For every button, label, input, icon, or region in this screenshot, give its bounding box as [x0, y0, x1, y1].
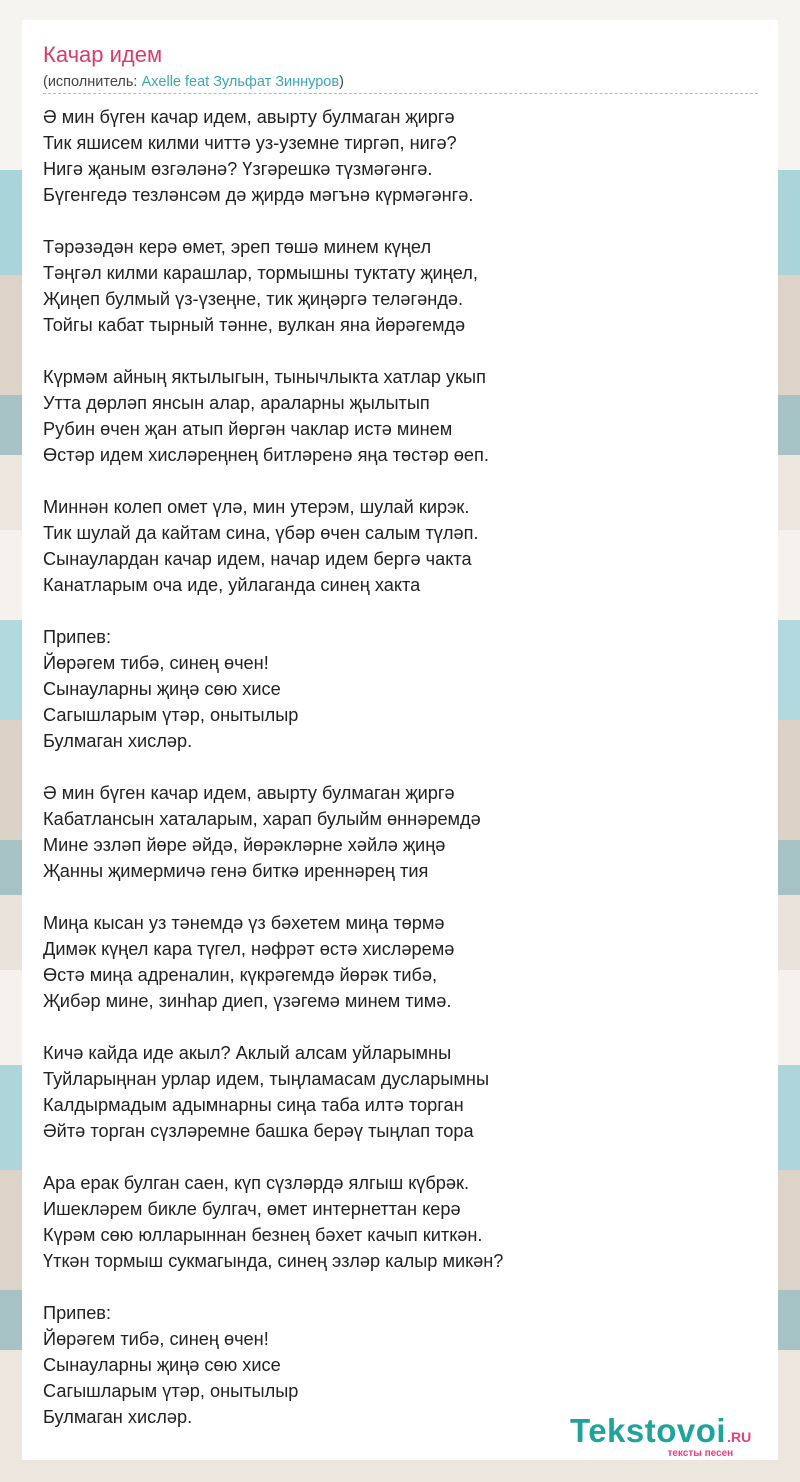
lyrics-line: Тойгы кабат тырный тәнне, вулкан яна йөрәгемдә	[43, 315, 466, 335]
song-title: Качар идем	[43, 42, 163, 67]
lyrics-blank-line	[43, 468, 763, 494]
lyrics-line: Ә мин бүген качар идем, авырту булмаган җиргә	[43, 107, 455, 127]
lyrics-line: Канатларым оча иде, уйлаганда синең хакта	[43, 575, 421, 595]
lyrics-line: Калдырмадым адымнарны сиңа таба илтә торган	[43, 1095, 464, 1115]
lyrics-line: Бүгенгедә тезләнсәм дә җирдә мәгънә күрмәгәнгә.	[43, 185, 474, 205]
lyrics-line: Сынауларны җиңә сөю хисе	[43, 679, 281, 699]
lyrics-blank-line	[43, 1014, 763, 1040]
lyrics-line: Тик шулай да кайтам сина, үбәр өчен салым түләп.	[43, 523, 479, 543]
lyrics-blank-line	[43, 754, 763, 780]
lyrics-line: Тик яшисем килми читтә уз-уземне тиргәп, нигә?	[43, 133, 457, 153]
lyrics-line: Сагышларым үтәр, онытылыр	[43, 705, 299, 725]
lyrics-line: Припев:	[43, 627, 112, 647]
lyrics-line: Өстәр идем хисләреңнең битләренә яңа төстәр өеп.	[43, 445, 489, 465]
lyrics-line: Җанны җимермичә генә биткә иреннәрең тия	[43, 861, 429, 881]
lyrics-line: Сынауларны җиңә сөю хисе	[43, 1355, 281, 1375]
site-logo[interactable]	[570, 1412, 752, 1459]
performer-suffix: )	[339, 74, 344, 90]
lyrics-line: Ишекләрем бикле булгач, өмет интернеттан керә	[43, 1199, 461, 1219]
lyrics-line: Димәк күңел кара түгел, нәфрәт өстә хисләремә	[43, 939, 455, 959]
lyrics-line: Әйтә торган сүзләремне башка берәү тыңлап тора	[43, 1121, 474, 1141]
lyrics-blank-line	[43, 884, 763, 910]
logo-domain-suffix: .RU	[727, 1429, 752, 1445]
lyrics-card	[22, 20, 778, 1460]
lyrics-line: Миннән колеп омет үлә, мин утерэм, шулай кирэк.	[43, 497, 470, 517]
lyrics-line: Туйларыңнан урлар идем, тыңламасам дусларымны	[43, 1069, 490, 1089]
lyrics-line: Күрмәм айның яктылыгын, тынычлыкта хатлар укып	[43, 367, 486, 387]
lyrics-line: Припев:	[43, 1303, 112, 1323]
performer-link[interactable]: Axelle feat Зульфат Зиннуров	[141, 74, 340, 90]
lyrics-line: Миңа кысан уз тәнемдә үз бәхетем миңа төрмә	[43, 913, 445, 933]
lyrics-line: Кабатлансын хаталарым, харап булыйм өннәремдә	[43, 809, 481, 829]
lyrics-line: Йөрәгем тибә, синең өчен!	[43, 653, 269, 673]
lyrics-line: Үткән тормыш сукмагында, синең эзләр калыр микән?	[43, 1251, 504, 1271]
lyrics-line: Тәрәзәдән керә өмет, эреп төшә минем күңел	[43, 237, 432, 257]
lyrics-line: Рубин өчен җан атып йөргән чаклар истә минем	[43, 419, 453, 439]
performer-prefix: (исполнитель:	[43, 74, 142, 90]
lyrics-line: Утта дөрләп янсын алар, араларны җылытып	[43, 393, 430, 413]
lyrics-line: Булмаган хисләр.	[43, 1407, 193, 1427]
logo-wordmark: Tekstovoi	[570, 1412, 727, 1449]
logo-tagline: тексты песен	[667, 1448, 734, 1459]
lyrics-line: Ә мин бүген качар идем, авырту булмаган җиргә	[43, 783, 455, 803]
lyrics-line: Йөрәгем тибә, синең өчен!	[43, 1329, 269, 1349]
lyrics-line: Җиңеп булмый үз-үзеңне, тик җиңәргә теләгәндә.	[43, 289, 464, 309]
lyrics-line: Нигә җаным өзгәләнә? Үзгәрешкә түзмәгәнгә.	[43, 159, 433, 179]
lyrics-blank-line	[43, 598, 763, 624]
lyrics-line: Сынаулардан качар идем, начар идем бергә чакта	[43, 549, 472, 569]
lyrics-line: Тәңгәл килми карашлар, тормышны туктату җиңел,	[43, 263, 478, 283]
lyrics-line: Булмаган хисләр.	[43, 731, 193, 751]
lyrics-text	[43, 104, 763, 1430]
lyrics-line: Җибәр мине, зинһар диеп, үзәгемә минем тимә.	[43, 991, 452, 1011]
lyrics-line: Кичә кайда иде акыл? Аклый алсам уйларымны	[43, 1043, 452, 1063]
lyrics-line: Өстә миңа адреналин, күкрәгемдә йөрәк тибә,	[43, 965, 438, 985]
lyrics-blank-line	[43, 208, 763, 234]
lyrics-line: Күрәм сөю юлларыннан безнең бәхет качып киткән.	[43, 1225, 483, 1245]
lyrics-blank-line	[43, 1274, 763, 1300]
lyrics-blank-line	[43, 1144, 763, 1170]
lyrics-line: Сагышларым үтәр, онытылыр	[43, 1381, 299, 1401]
title-divider	[43, 93, 758, 94]
lyrics-blank-line	[43, 338, 763, 364]
lyrics-line: Мине эзләп йөре әйдә, йөрәкләрне хәйлә җиңә	[43, 835, 446, 855]
lyrics-line: Ара ерак булган саен, күп сүзләрдә ялгыш күбрәк.	[43, 1173, 470, 1193]
performer-line	[43, 73, 344, 91]
